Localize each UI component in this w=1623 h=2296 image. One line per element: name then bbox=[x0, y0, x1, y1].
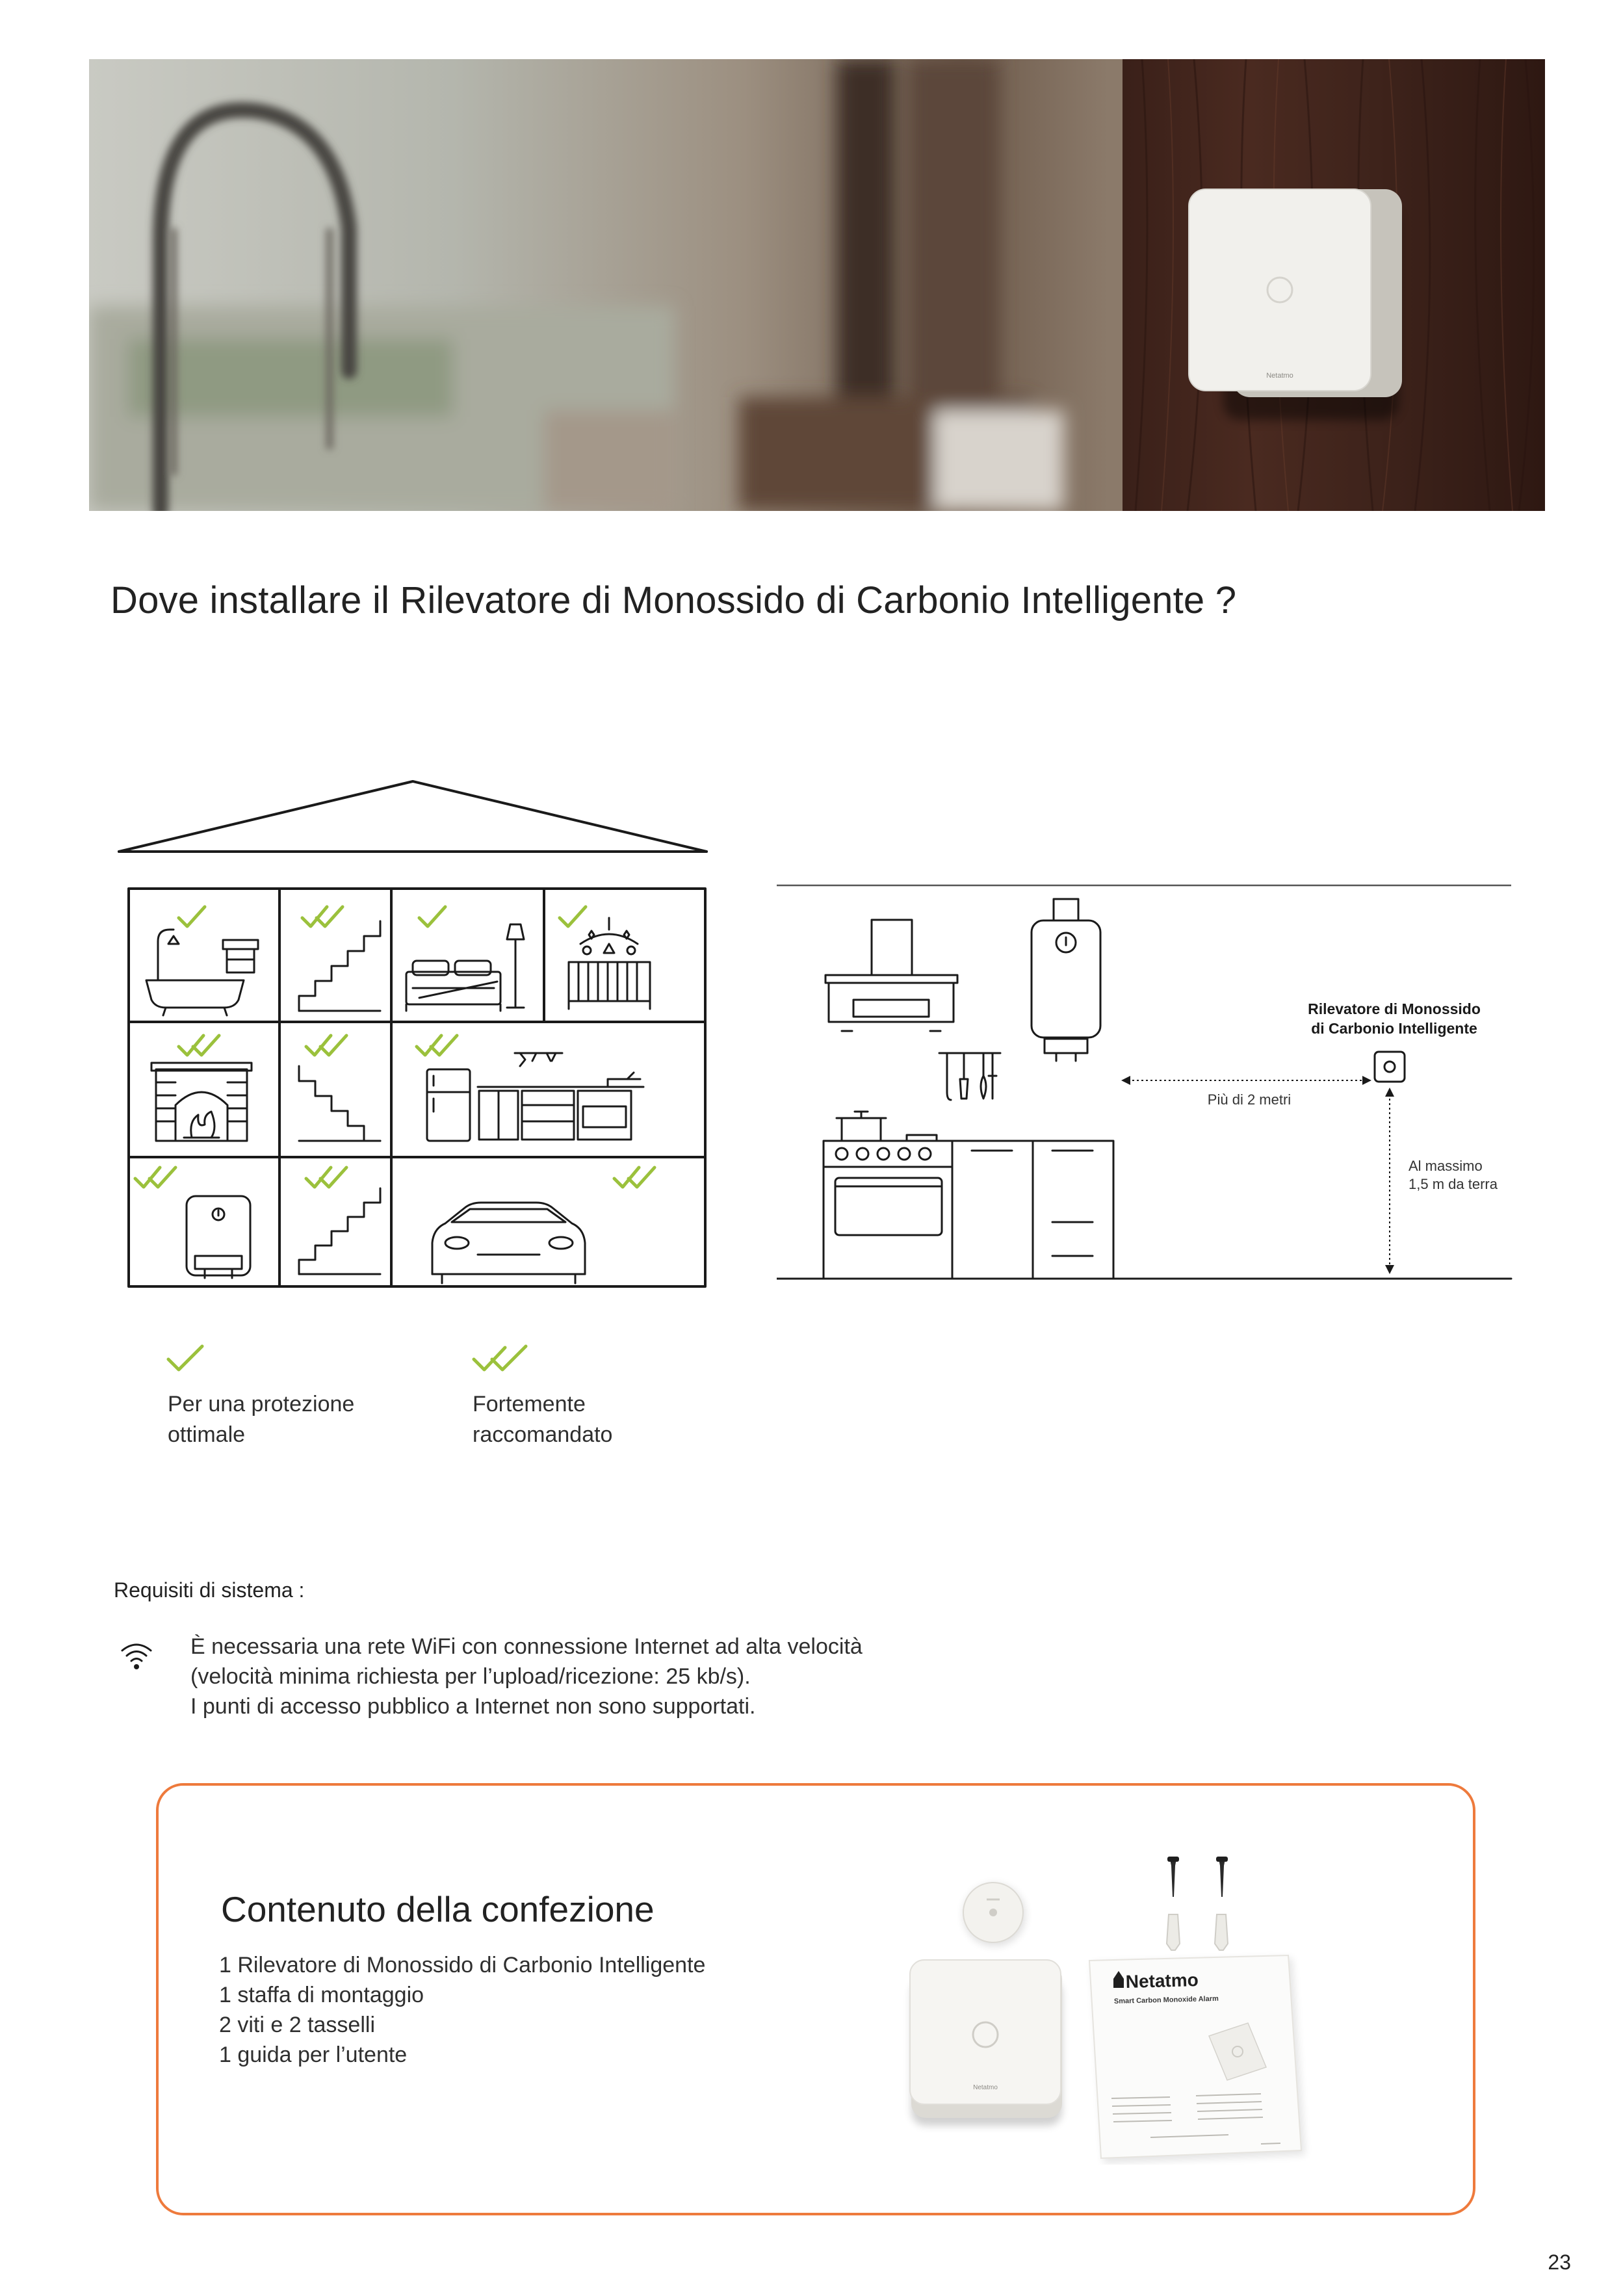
utensils-icon bbox=[939, 1053, 1000, 1100]
guide-brand-label: Netatmo bbox=[1125, 1970, 1199, 1992]
stairs-icon bbox=[299, 921, 380, 1011]
kitchen-icon bbox=[427, 1053, 643, 1141]
list-item: 1 staffa di montaggio bbox=[219, 1983, 424, 2007]
legend-item-optimal bbox=[168, 1389, 354, 1450]
list-item: 1 Rilevatore di Monossido di Carbonio Intelligente bbox=[219, 1953, 706, 1977]
double-check-icon bbox=[135, 1168, 175, 1187]
double-check-icon bbox=[302, 907, 343, 926]
height-label: 1,5 m da terra bbox=[1409, 1176, 1498, 1192]
legend-item-recommended bbox=[473, 1389, 612, 1450]
wifi-icon bbox=[120, 1641, 153, 1671]
double-check-icon bbox=[614, 1168, 655, 1187]
double-check-icon bbox=[179, 1036, 219, 1055]
package-title: Contenuto della confezione bbox=[221, 1889, 655, 1929]
check-icon bbox=[560, 907, 586, 926]
stairs-icon bbox=[299, 1188, 380, 1274]
device-label: di Carbonio Intelligente bbox=[1311, 1020, 1477, 1037]
detector-device bbox=[910, 1960, 1062, 2126]
requirements-line: I punti di accesso pubblico a Internet non sono supportati. bbox=[190, 1694, 756, 1719]
requirements-line: È necessaria una rete WiFi con connessione Internet ad alta velocità bbox=[190, 1634, 863, 1659]
pot-icon bbox=[837, 1112, 886, 1141]
double-check-icon bbox=[306, 1168, 346, 1187]
device-brand-label: Netatmo bbox=[973, 2084, 998, 2091]
stove-icon bbox=[824, 1135, 952, 1279]
distance-label: Più di 2 metri bbox=[1207, 1091, 1292, 1108]
cabinet-icon bbox=[952, 1141, 1033, 1279]
legend-label-line: Per una protezione bbox=[168, 1392, 355, 1416]
height-label: Al massimo bbox=[1409, 1158, 1483, 1174]
requirements-title: Requisiti di sistema : bbox=[114, 1578, 305, 1602]
bed-icon bbox=[406, 924, 524, 1011]
roof bbox=[119, 781, 707, 852]
crib-icon bbox=[569, 918, 650, 1009]
bathtub-icon bbox=[146, 930, 258, 1015]
legend-label-line: Fortemente bbox=[473, 1392, 586, 1416]
legend-label-line: raccomandato bbox=[473, 1422, 613, 1447]
boiler-icon bbox=[1032, 899, 1100, 1061]
guide-subtitle-label: Smart Carbon Monoxide Alarm bbox=[1113, 1994, 1219, 2005]
package-items-list bbox=[219, 1950, 705, 2070]
stairs-icon bbox=[299, 1066, 380, 1141]
package-contents-photo bbox=[897, 1853, 1326, 2165]
page-number: 23 bbox=[1548, 2250, 1571, 2274]
range-hood-icon bbox=[825, 920, 957, 1031]
device-label: Rilevatore di Monossido bbox=[1308, 1000, 1481, 1017]
device-brand-label: Netatmo bbox=[1266, 372, 1293, 380]
water-heater-icon bbox=[187, 1196, 250, 1278]
double-check-icon bbox=[417, 1036, 457, 1055]
check-icon bbox=[179, 907, 205, 926]
requirements-text bbox=[190, 1632, 863, 1721]
house-diagram bbox=[114, 774, 718, 1300]
car-icon bbox=[432, 1203, 585, 1283]
check-icon bbox=[419, 907, 445, 926]
list-item: 2 viti e 2 tasselli bbox=[219, 2013, 375, 2037]
requirements-line: (velocità minima richiesta per l’upload/ricezione: 25 kb/s). bbox=[190, 1664, 751, 1689]
wall-plugs bbox=[1167, 1914, 1228, 1950]
list-item: 1 guida per l’utente bbox=[219, 2042, 408, 2067]
smoke-alarm-icon bbox=[1375, 1052, 1405, 1082]
legend-label-line: ottimale bbox=[168, 1422, 246, 1447]
single-check-icon bbox=[166, 1342, 218, 1375]
hero-photo bbox=[89, 59, 1545, 511]
screws bbox=[1167, 1857, 1228, 1897]
mounting-bracket bbox=[963, 1883, 1026, 1946]
user-guide bbox=[1089, 1955, 1305, 2163]
fireplace-icon bbox=[151, 1063, 252, 1141]
cabinet-icon bbox=[1033, 1141, 1113, 1279]
page-title: Dove installare il Rilevatore di Monossido di Carbonio Intelligente ? bbox=[110, 579, 1237, 621]
double-check-icon bbox=[471, 1342, 543, 1375]
double-check-icon bbox=[306, 1036, 346, 1055]
kitchen-diagram bbox=[777, 878, 1524, 1281]
